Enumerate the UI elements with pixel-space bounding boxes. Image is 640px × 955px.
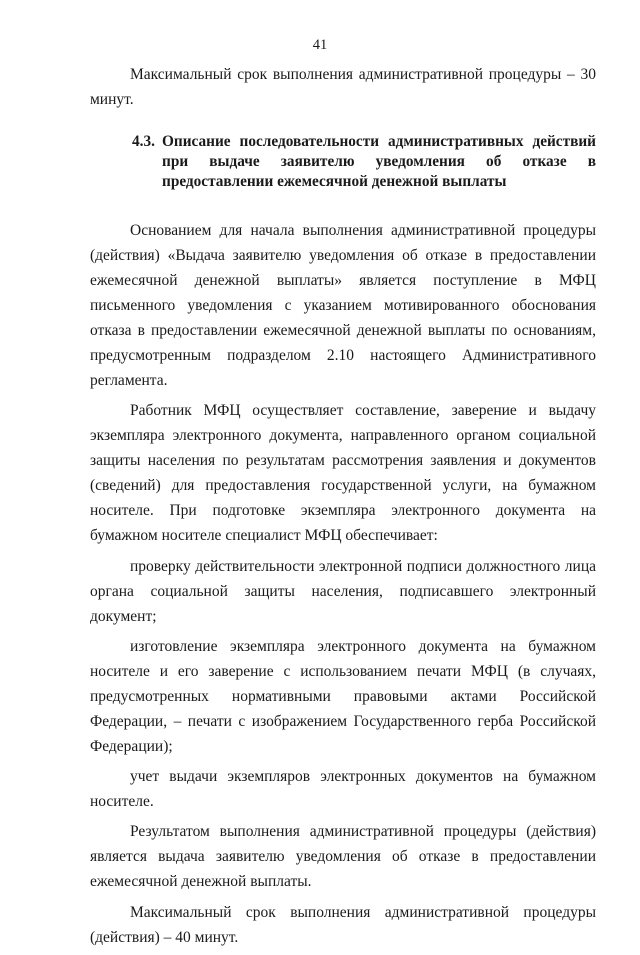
page-number: 41 bbox=[312, 37, 328, 53]
section-title: Описание последовательности административных действий при выдаче заявителю уведомления об отказе в предоставлении ежемесячной денежной выплаты bbox=[162, 133, 596, 190]
paragraph-signature-check: проверку действительности электронной подписи должностного лица органа социальной защиты населения, подписавшего электронный документ; bbox=[90, 557, 596, 625]
page-content bbox=[90, 62, 596, 955]
paragraph-paper-copy: изготовление экземпляра электронного документа на бумажном носителе и его заверение с использованием печати МФЦ (в случаях, предусмотренных нормативными правовыми актами Российской Федерации, – печати с изображением Государственного герба Российской Федерации); bbox=[90, 637, 596, 755]
paragraph-result: Результатом выполнения административной процедуры (действия) является выдача заявителю уведомления об отказе в предоставлении ежемесячной денежной выплаты. bbox=[90, 823, 596, 891]
paragraph-mfc-worker: Работник МФЦ осуществляет составление, заверение и выдачу экземпляра электронного документа, направленного органом социальной защиты населения по результатам рассмотрения заявления и документов (сведений) для предоставления государственной услуги, на бумажном носителе. При подготовке экземпляра электронного документа на бумажном носителе специалист МФЦ обеспечивает: bbox=[90, 402, 596, 545]
paragraph-accounting: учет выдачи экземпляров электронных документов на бумажном носителе. bbox=[90, 768, 596, 811]
section-heading bbox=[90, 132, 596, 192]
paragraph-max-time-30: Максимальный срок выполнения административной процедуры – 30 минут. bbox=[90, 66, 596, 108]
paragraph-basis: Основанием для начала выполнения административной процедуры (действия) «Выдача заявителю уведомления об отказе в предоставлении ежемесячной денежной выплаты» является поступление в МФЦ письменного уведомления с указанием мотивированного обоснования отказа в предоставлении ежемесячной денежной выплаты по основаниям, предусмотренным подразделом 2.10 настоящего Административного регламента. bbox=[90, 222, 596, 389]
paragraph-max-time-40: Максимальный срок выполнения административной процедуры (действия) – 40 минут. bbox=[90, 903, 596, 946]
section-number: 4.3. bbox=[132, 133, 155, 150]
